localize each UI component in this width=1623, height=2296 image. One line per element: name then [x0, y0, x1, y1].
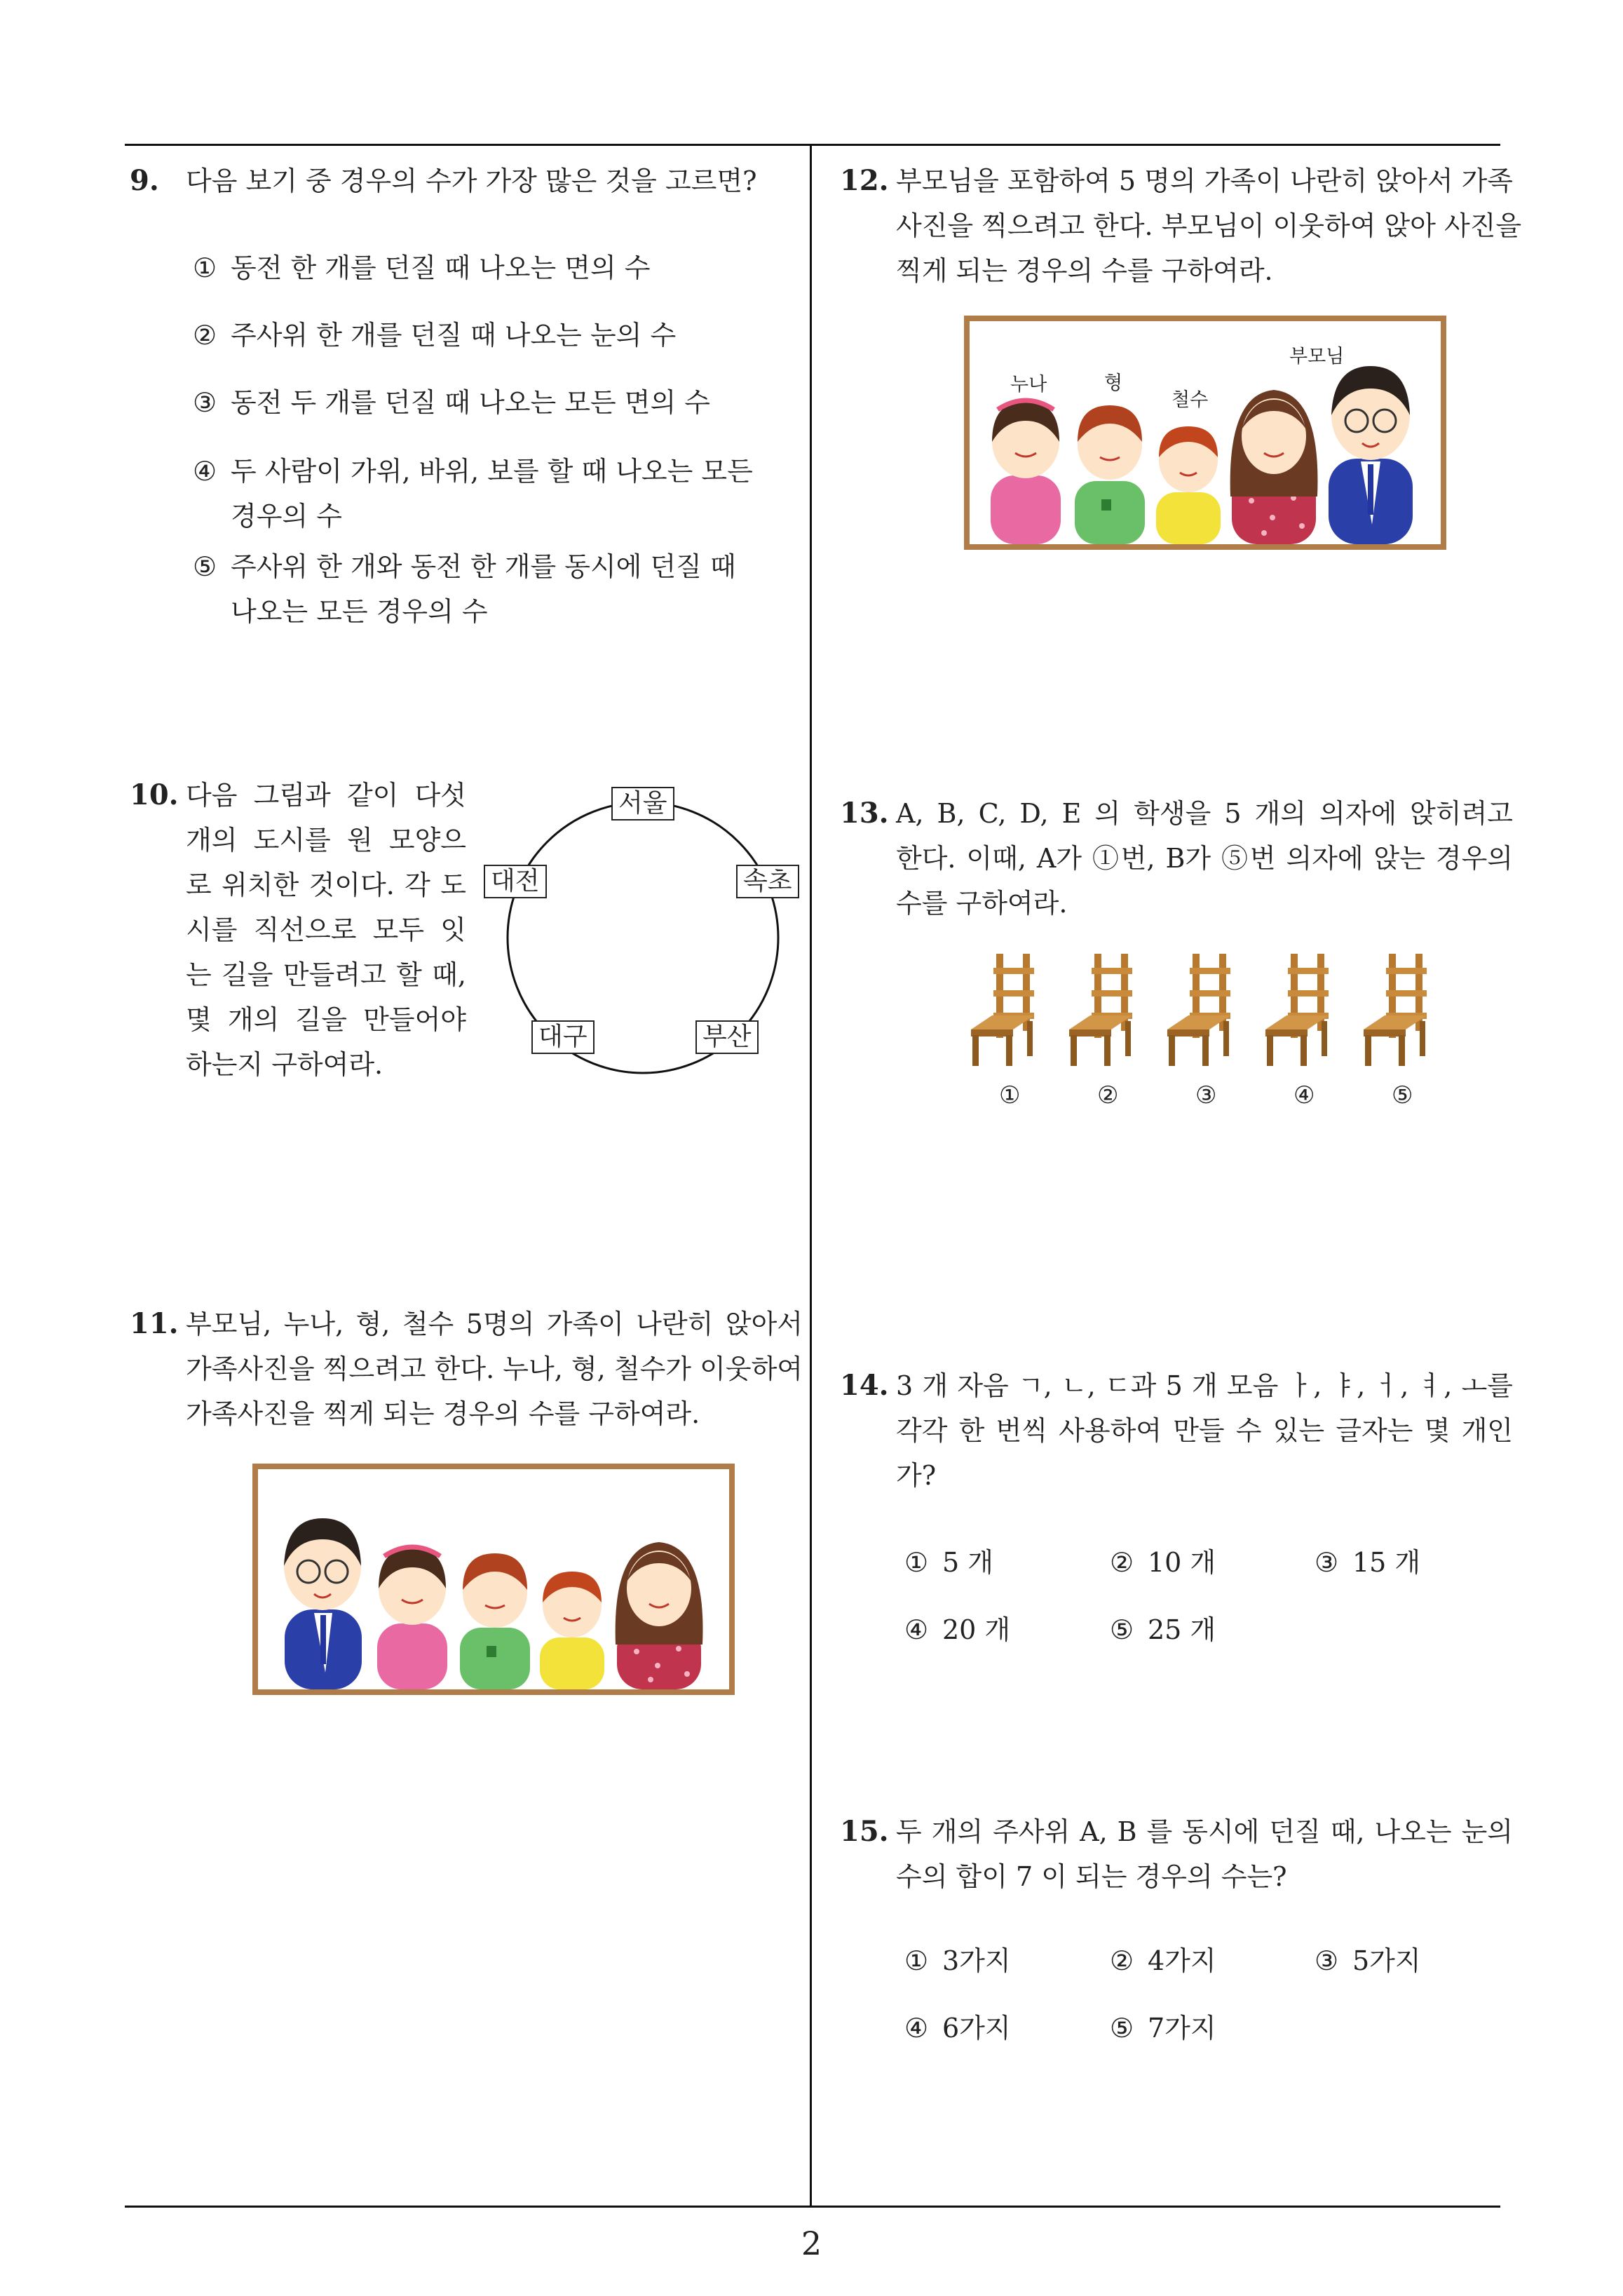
question-14 [840, 1363, 1513, 1498]
top-rule [125, 144, 1500, 146]
question-line: 각각 한 번씩 사용하여 만들 수 있는 글자는 몇 개인 [896, 1415, 1513, 1446]
option-marker: ④ [193, 456, 217, 487]
city-seoul: 서울 [611, 787, 674, 821]
question-number: 12. [840, 164, 889, 197]
option-marker: ① [904, 1547, 929, 1578]
question-text: 다음 보기 중 경우의 수가 가장 많은 것을 고르면? [186, 166, 757, 196]
q9-option-1[interactable] [193, 245, 650, 290]
question-number: 10. [130, 778, 179, 811]
column-divider [810, 144, 812, 2207]
question-10 [130, 773, 466, 1087]
q15-option-5[interactable] [1110, 2006, 1216, 2051]
chair-number: ⑤ [1392, 1081, 1413, 1109]
option-text: 20 개 [942, 1614, 1011, 1645]
question-line: 찍게 되는 경우의 수를 구하여라. [896, 255, 1273, 286]
option-text: 3가지 [942, 1945, 1011, 1976]
question-line: 두 개의 주사위 A, B 를 동시에 던질 때, 나오는 눈의 [896, 1816, 1513, 1847]
q15-option-1[interactable] [904, 1938, 1011, 1983]
question-number: 11. [130, 1307, 179, 1340]
page-number: 2 [801, 2224, 822, 2262]
option-text: 25 개 [1148, 1614, 1216, 1645]
option-text: 5 개 [942, 1547, 993, 1578]
option-text: 동전 두 개를 던질 때 나오는 모든 면의 수 [231, 387, 710, 418]
q9-option-4[interactable] [193, 449, 782, 539]
option-marker: ⑤ [1110, 2013, 1134, 2044]
question-line: 부모님을 포함하여 5 명의 가족이 나란히 앉아서 가족 [896, 166, 1513, 196]
option-marker: ⑤ [193, 551, 217, 582]
city-circle-diagram [477, 778, 813, 1087]
chairs-diagram [964, 954, 1455, 1122]
question-number: 15. [840, 1815, 889, 1848]
city-busan: 부산 [695, 1020, 759, 1054]
question-9 [130, 158, 796, 203]
option-text: 주사위 한 개를 던질 때 나오는 눈의 수 [231, 320, 677, 351]
option-marker: ② [193, 320, 217, 351]
question-line: 가족사진을 찍으려고 한다. 누나, 형, 철수가 이웃하여 [186, 1353, 803, 1384]
question-number: 9. [130, 164, 159, 197]
option-text-cont: 나오는 모든 경우의 수 [231, 596, 488, 627]
city-daejeon: 대전 [484, 865, 547, 898]
option-text: 7가지 [1148, 2013, 1216, 2044]
question-15 [840, 1809, 1513, 1899]
family-illustration [970, 321, 1441, 544]
option-marker: ④ [904, 1614, 929, 1645]
circle-shape [477, 778, 813, 1087]
question-line: 하는지 구하여라. [186, 1049, 383, 1080]
option-marker: ② [1110, 1547, 1134, 1578]
option-marker: ② [1110, 1945, 1134, 1976]
label-parents: 부모님 [1289, 346, 1345, 367]
q15-option-4[interactable] [904, 2006, 1011, 2051]
chair-number: ③ [1195, 1081, 1217, 1109]
option-text: 5가지 [1352, 1945, 1421, 1976]
option-text: 주사위 한 개와 동전 한 개를 동시에 던질 때 [231, 551, 736, 582]
question-11 [130, 1302, 803, 1436]
question-13 [840, 791, 1513, 926]
q9-option-2[interactable] [193, 313, 676, 358]
chair-icon [1160, 954, 1244, 1066]
question-line: 가족사진을 찍게 되는 경우의 수를 구하여라. [186, 1398, 700, 1429]
q15-option-2[interactable] [1110, 1938, 1216, 1983]
chair-icon [1062, 954, 1146, 1066]
question-line: 가? [896, 1460, 937, 1491]
chair-icon [1357, 954, 1441, 1066]
q9-option-3[interactable] [193, 380, 710, 425]
label-nuna: 누나 [1010, 374, 1047, 396]
q14-option-2[interactable] [1110, 1540, 1216, 1585]
question-line: 몇 개의 길을 만들어야 [186, 1004, 466, 1035]
q14-option-3[interactable] [1315, 1540, 1420, 1585]
q14-option-5[interactable] [1110, 1607, 1216, 1652]
family-photo-q11 [252, 1464, 735, 1695]
option-marker: ⑤ [1110, 1614, 1134, 1645]
label-cheolsu: 철수 [1172, 389, 1209, 411]
question-line: 사진을 찍으려고 한다. 부모님이 이웃하여 앉아 사진을 [896, 210, 1522, 241]
question-line: 시를 직선으로 모두 잇 [186, 914, 466, 945]
option-marker: ① [193, 252, 217, 283]
q15-option-3[interactable] [1315, 1938, 1421, 1983]
chair-icon [1258, 954, 1343, 1066]
family-photo-q12 [964, 316, 1446, 550]
option-marker: ③ [193, 387, 217, 418]
option-marker: ① [904, 1945, 929, 1976]
option-marker: ④ [904, 2013, 929, 2044]
question-12 [840, 158, 1522, 293]
city-sokcho: 속초 [736, 865, 799, 898]
label-hyung: 형 [1104, 372, 1123, 394]
option-text: 6가지 [942, 2013, 1011, 2044]
question-line: 부모님, 누나, 형, 철수 5명의 가족이 나란히 앉아서 [186, 1309, 803, 1339]
chair-number: ① [999, 1081, 1021, 1109]
question-line: 3 개 자음 ㄱ, ㄴ, ㄷ과 5 개 모음 ㅏ, ㅑ, ㅓ, ㅕ, ㅗ를 [896, 1370, 1513, 1401]
question-line: A, B, C, D, E 의 학생을 5 개의 의자에 앉히려고 [896, 798, 1513, 829]
option-text: 15 개 [1352, 1547, 1421, 1578]
option-text: 4가지 [1148, 1945, 1216, 1976]
city-daegu: 대구 [531, 1020, 595, 1054]
q9-option-5[interactable] [193, 544, 736, 634]
question-number: 13. [840, 797, 889, 830]
question-line: 개의 도시를 원 모양으 [186, 825, 466, 856]
option-text-cont: 경우의 수 [231, 501, 342, 532]
question-number: 14. [840, 1369, 889, 1402]
option-text: 10 개 [1148, 1547, 1216, 1578]
question-line: 로 위치한 것이다. 각 도 [186, 870, 466, 900]
option-marker: ③ [1315, 1547, 1339, 1578]
question-line: 수의 합이 7 이 되는 경우의 수는? [896, 1861, 1287, 1892]
family-illustration [258, 1469, 729, 1689]
option-marker: ③ [1315, 1945, 1339, 1976]
chair-number: ④ [1293, 1081, 1315, 1109]
option-text: 두 사람이 가위, 바위, 보를 할 때 나오는 모든 [231, 456, 753, 487]
question-line: 수를 구하여라. [896, 888, 1068, 919]
question-line: 다음 그림과 같이 다섯 [186, 780, 466, 811]
question-line: 한다. 이때, A가 ①번, B가 ⑤번 의자에 앉는 경우의 [896, 843, 1513, 874]
chair-icon [964, 954, 1048, 1066]
chair-number: ② [1097, 1081, 1119, 1109]
q14-option-1[interactable] [904, 1540, 993, 1585]
q14-option-4[interactable] [904, 1607, 1010, 1652]
option-text: 동전 한 개를 던질 때 나오는 면의 수 [231, 252, 651, 283]
question-line: 는 길을 만들려고 할 때, [186, 959, 466, 990]
bottom-rule [125, 2206, 1500, 2208]
